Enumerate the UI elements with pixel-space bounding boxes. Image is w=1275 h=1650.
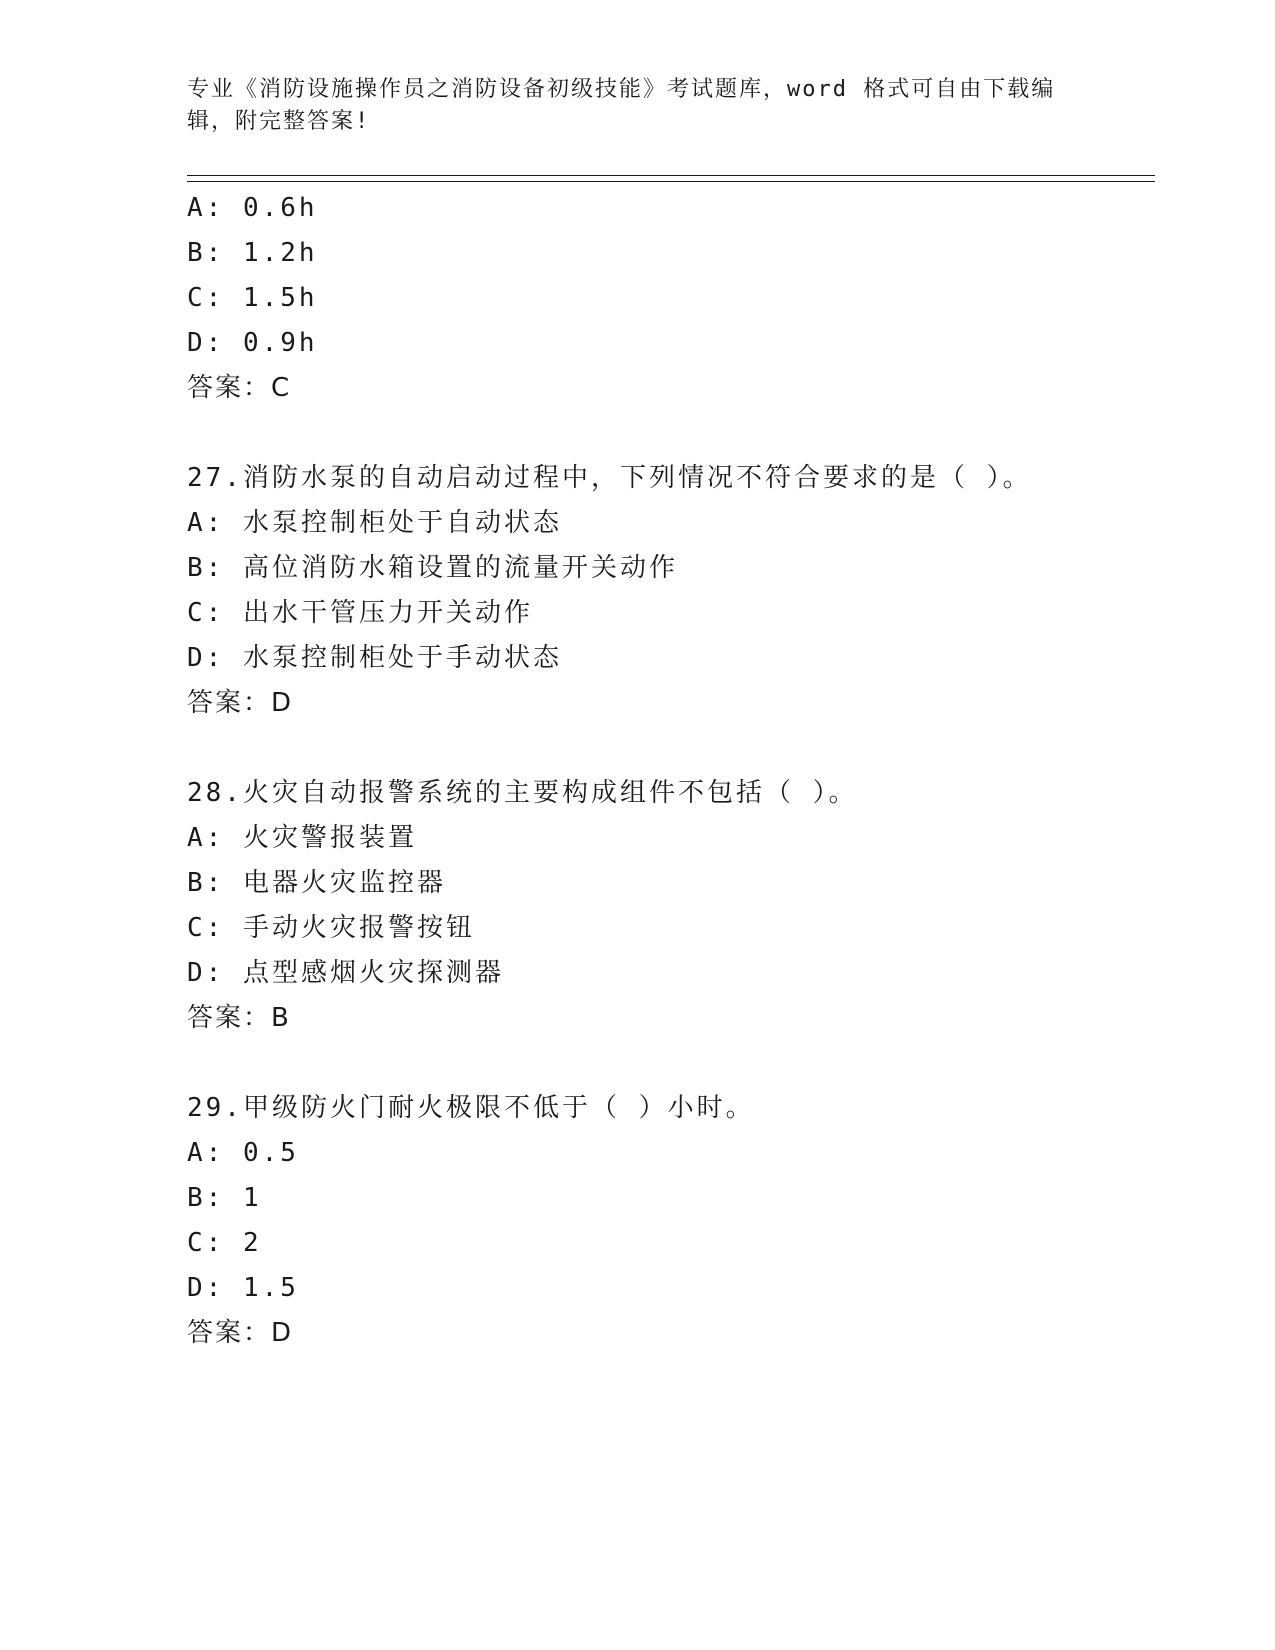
document-header: [187, 74, 1067, 138]
answer-line: [187, 1002, 291, 1034]
option-c: C: 出水干管压力开关动作: [187, 598, 533, 628]
header-line-1: 专业《消防设施操作员之消防设备初级技能》考试题库，word 格式可自由下载编: [187, 77, 1056, 102]
option-a: A: 0.6h: [187, 193, 318, 223]
answer-line: [187, 1317, 293, 1349]
header-divider-bottom: [187, 181, 1155, 182]
answer-label: 答案：: [187, 373, 272, 403]
question-stem-28: 28.火灾自动报警系统的主要构成组件不包括（ ）。: [187, 778, 858, 808]
option-d: D: 水泵控制柜处于手动状态: [187, 643, 562, 673]
option-a: A: 水泵控制柜处于自动状态: [187, 508, 562, 538]
option-c: C: 手动火灾报警按钮: [187, 913, 475, 943]
answer-line: [187, 687, 293, 719]
answer-label: 答案：: [187, 1318, 272, 1348]
option-d: D: 0.9h: [187, 328, 318, 358]
answer-value: D: [271, 688, 294, 718]
option-c: C: 1.5h: [187, 283, 318, 313]
answer-label: 答案：: [187, 688, 272, 718]
option-b: B: 高位消防水箱设置的流量开关动作: [187, 553, 678, 583]
header-divider-top: [187, 175, 1155, 176]
option-b: B: 1: [187, 1183, 262, 1213]
answer-value: C: [271, 373, 292, 403]
question-stem-29: 29.甲级防火门耐火极限不低于（ ）小时。: [187, 1093, 755, 1123]
answer-value: B: [271, 1003, 291, 1033]
answer-label: 答案：: [187, 1003, 272, 1033]
option-d: D: 点型感烟火灾探测器: [187, 958, 504, 988]
answer-value: D: [271, 1318, 294, 1348]
answer-line: [187, 372, 291, 404]
option-c: C: 2: [187, 1228, 262, 1258]
header-line-2: 辑，附完整答案!: [187, 109, 371, 134]
option-b: B: 电器火灾监控器: [187, 868, 446, 898]
option-a: A: 0.5: [187, 1138, 299, 1168]
question-stem-27: 27.消防水泵的自动启动过程中，下列情况不符合要求的是（ ）。: [187, 463, 1032, 493]
option-a: A: 火灾警报装置: [187, 823, 417, 853]
option-b: B: 1.2h: [187, 238, 318, 268]
option-d: D: 1.5: [187, 1273, 299, 1303]
